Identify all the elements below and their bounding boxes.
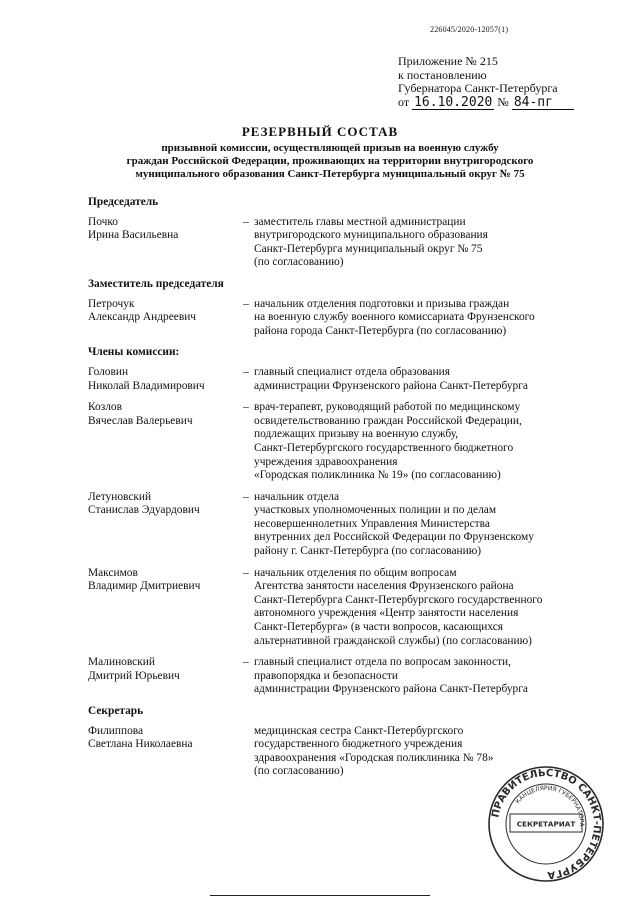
section-heading-deputy: Заместитель председателя [88, 277, 224, 290]
role-line: альтернативной гражданской службы) (по согласованию) [254, 634, 532, 647]
member-role [254, 216, 608, 270]
section-heading-chair: Председатель [88, 196, 159, 208]
role-line: администрации Фрунзенского района Санкт-Петербурга [254, 379, 528, 392]
role-line: медицинская сестра Санкт-Петербургского [254, 724, 464, 737]
official-stamp [486, 764, 606, 884]
member-name [88, 725, 238, 779]
given-names: Вячеслав Валерьевич [88, 414, 193, 427]
appendix-line: Приложение № 215 [398, 54, 498, 68]
role-line: заместитель главы местной администрации [254, 215, 466, 228]
surname: Малиновский [88, 656, 155, 669]
surname: Почко [88, 215, 119, 228]
member-name [88, 298, 238, 339]
member-role [254, 366, 608, 393]
member-entry [88, 366, 608, 393]
appendix-line: Губернатора Санкт-Петербурга [398, 81, 558, 95]
subtitle-line: граждан Российской Федерации, проживающих на территории внутригородского [126, 155, 534, 167]
role-line: Санкт-Петербурга муниципальный округ № 75 [254, 242, 483, 255]
decree-number: 84-пг [512, 96, 574, 111]
role-line: участковых уполномоченных полиции и по делам [254, 504, 497, 517]
surname: Головин [88, 365, 129, 378]
member-name [88, 567, 238, 649]
dash: – [243, 490, 249, 503]
surname: Летуновский [88, 490, 152, 503]
given-names: Ирина Васильевна [88, 229, 179, 242]
subtitle-line: призывной комиссии, осуществляющей призыв на военную службу [161, 142, 499, 154]
member-entry [88, 298, 608, 339]
decree-date: 16.10.2020 [414, 94, 493, 110]
given-names: Станислав Эдуардович [88, 504, 200, 517]
role-line: начальник отделения подготовки и призыва граждан [254, 297, 510, 310]
date-prefix: от [398, 94, 410, 109]
dash: – [243, 401, 249, 414]
given-names: Светлана Николаевна [88, 738, 193, 751]
role-line: Санкт-Петербургского государственного бюджетного [254, 441, 514, 454]
surname: Петрочук [88, 297, 135, 310]
composition-list [88, 196, 608, 787]
stamp-inner-textpath: КАНЦЕЛЯРИЯ ГУБЕРНАТОРА [514, 784, 586, 827]
role-line: начальник отдела [254, 490, 339, 503]
role-line: освидетельствованию граждан Российской Федерации, [254, 414, 522, 427]
role-line: подлежащих призыву на военную службу, [254, 428, 459, 441]
role-line: учреждения здравоохранения [254, 455, 398, 468]
member-role [254, 567, 608, 649]
role-line: района города Санкт-Петербурга (по согласованию) [254, 324, 507, 337]
member-role [254, 656, 608, 697]
document-subtitle [100, 142, 560, 181]
surname: Козлов [88, 401, 122, 414]
role-line: Санкт-Петербурга Санкт-Петербургского государственного [254, 593, 543, 606]
appendix-date-line [398, 96, 574, 111]
member-name [88, 366, 238, 393]
subtitle-line: муниципального образования Санкт-Петербурга муниципальный округ № 75 [135, 168, 525, 180]
role-line: несовершеннолетних Управления Министерства [254, 517, 490, 530]
member-role [254, 298, 608, 339]
member-role [254, 401, 608, 483]
section-heading-members: Члены комиссии: [88, 346, 180, 359]
role-line: главный специалист отдела по вопросам законности, [254, 656, 511, 669]
role-line: (по согласованию) [254, 765, 344, 778]
member-name [88, 656, 238, 697]
role-line: (по согласованию) [254, 256, 344, 269]
role-line: здравоохранения «Городская поликлиника № 78» [254, 751, 494, 764]
document-title: РЕЗЕРВНЫЙ СОСТАВ [241, 124, 399, 139]
role-line: району г. Санкт-Петербурга (по согласованию) [254, 545, 482, 558]
section-heading-secretary: Секретарь [88, 705, 144, 717]
role-line: «Городская поликлиника № 19» (по согласованию) [254, 469, 501, 482]
member-entry [88, 216, 608, 270]
bottom-rule [210, 895, 430, 896]
given-names: Александр Андреевич [88, 311, 197, 324]
role-line: Агентства занятости населения Фрунзенского района [254, 580, 514, 593]
role-line: внутренних дел Российской Федерации по Фрунзенскому [254, 531, 534, 544]
role-line: главный специалист отдела образования [254, 365, 451, 378]
stamp-ring-textpath: ПРАВИТЕЛЬСТВО САНКТ-ПЕТЕРБУРГА [490, 767, 603, 881]
role-line: на военную службу военного комиссариата Фрунзенского [254, 311, 535, 324]
member-entry [88, 401, 608, 483]
role-line: автономного учреждения «Центр занятости населения [254, 607, 519, 620]
member-name [88, 491, 238, 559]
role-line: внутригородского муниципального образования [254, 229, 488, 242]
dash-spacer [238, 725, 254, 779]
given-names: Владимир Дмитриевич [88, 580, 201, 593]
member-entry [88, 491, 608, 559]
number-prefix: № [497, 94, 509, 109]
role-line: врач-терапевт, руководящий работой по медицинскому [254, 401, 521, 414]
dash: – [243, 297, 249, 310]
role-line: правопорядка и безопасности [254, 669, 398, 682]
role-line: начальник отделения по общим вопросам [254, 566, 457, 579]
role-line: администрации Фрунзенского района Санкт-Петербурга [254, 683, 528, 696]
member-name [88, 216, 238, 270]
dash: – [243, 656, 249, 669]
dash: – [243, 215, 249, 228]
stamp-center-text: СЕКРЕТАРИАТ [516, 819, 576, 829]
given-names: Николай Владимирович [88, 379, 205, 392]
surname: Филиппова [88, 724, 144, 737]
dash: – [243, 365, 249, 378]
member-entry [88, 567, 608, 649]
document-number: 226045/2020-12057(1) [430, 25, 509, 34]
role-line: Санкт-Петербурга» (в части вопросов, касающихся [254, 621, 504, 634]
member-name [88, 401, 238, 483]
role-line: государственного бюджетного учреждения [254, 738, 463, 751]
appendix-line: к постановлению [398, 67, 487, 82]
dash: – [243, 566, 249, 579]
member-role [254, 491, 608, 559]
given-names: Дмитрий Юрьевич [88, 669, 180, 682]
member-entry [88, 656, 608, 697]
surname: Максимов [88, 566, 138, 579]
appendix-block [398, 55, 574, 110]
